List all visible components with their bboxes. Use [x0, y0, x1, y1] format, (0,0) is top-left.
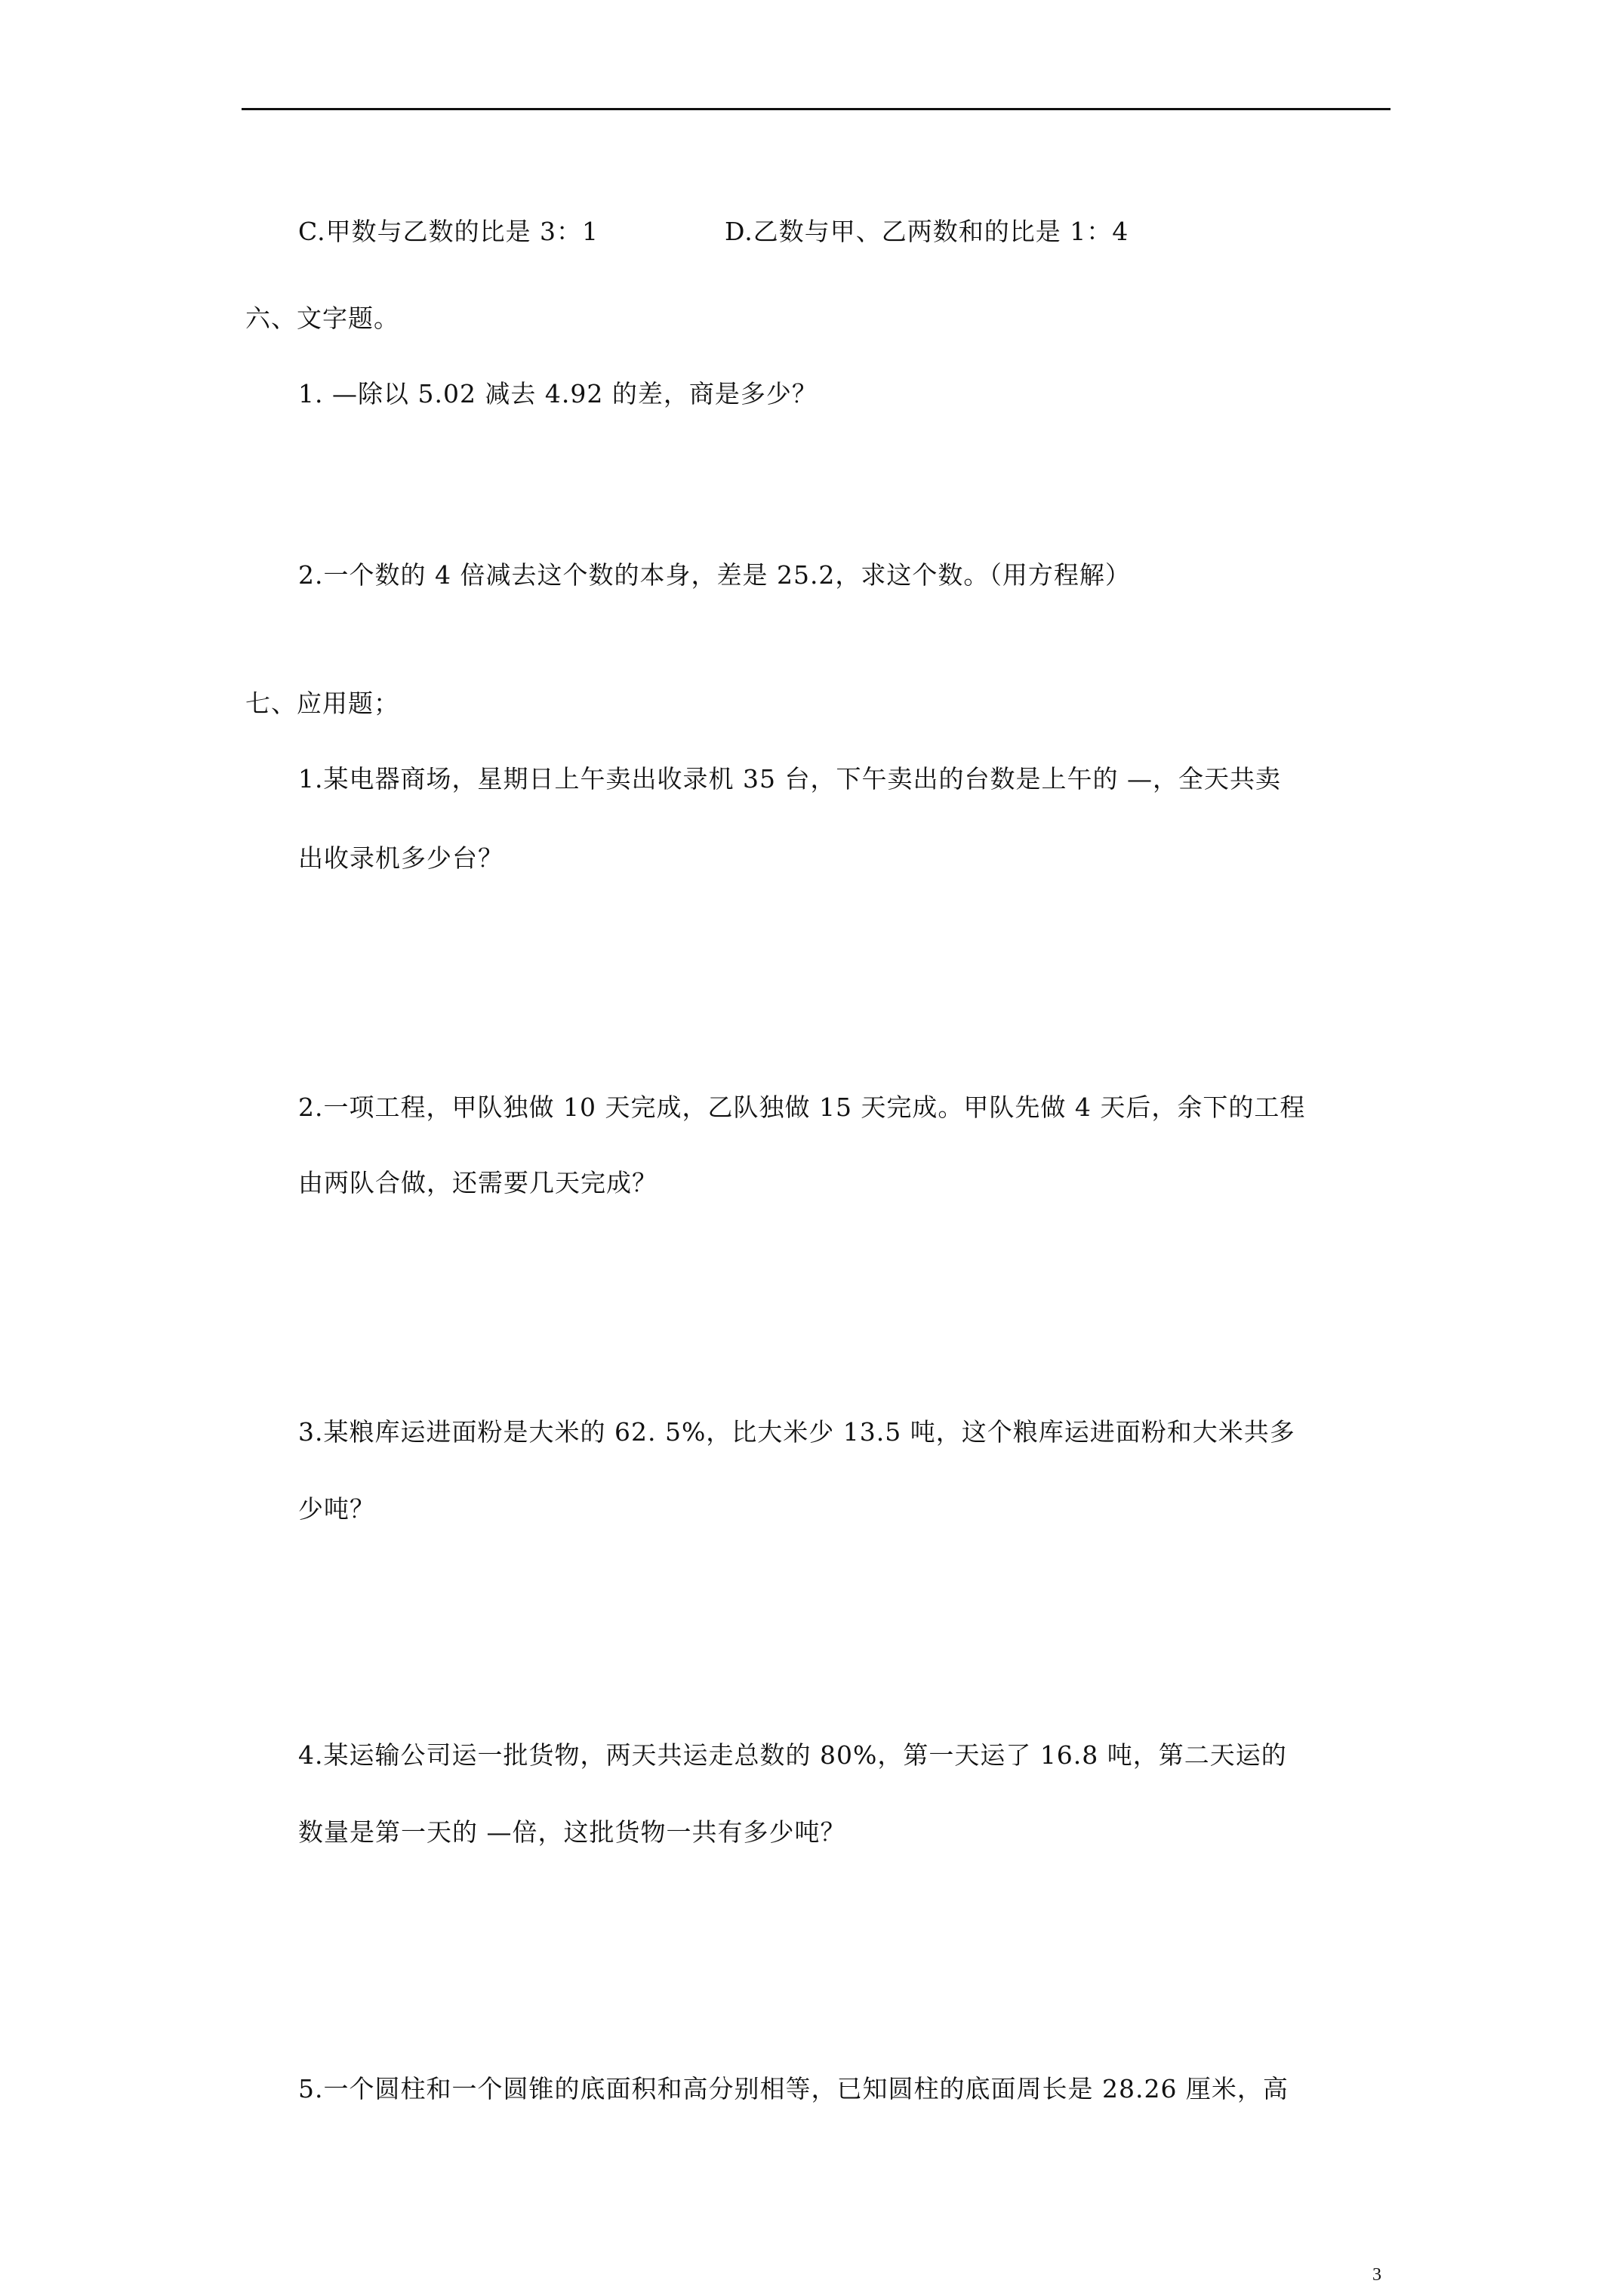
section-seven-question-1-line-2: 出收录机多少台？	[298, 843, 504, 873]
option-c: C.甲数与乙数的比是 3：1	[298, 217, 599, 246]
section-seven-question-3-line-2: 少吨？	[298, 1494, 375, 1524]
header-rule	[242, 108, 1390, 110]
section-seven-question-2-line-1: 2.一项工程，甲队独做 10 天完成，乙队独做 15 天完成。甲队先做 4 天后，余下的工程	[298, 1093, 1306, 1122]
page-number: 3	[1372, 2265, 1381, 2285]
section-seven-question-3-line-1: 3.某粮库运进面粉是大米的 62. 5%，比大米少 13.5 吨，这个粮库运进面粉和大米共多	[298, 1417, 1295, 1447]
section-seven-title: 七、应用题；	[245, 689, 399, 718]
section-six-question-2: 2.一个数的 4 倍减去这个数的本身，差是 25.2，求这个数。（用方程解）	[298, 560, 1131, 590]
option-d: D.乙数与甲、乙两数和的比是 1：4	[725, 217, 1129, 246]
section-seven-question-5-line-1: 5.一个圆柱和一个圆锥的底面积和高分别相等，已知圆柱的底面周长是 28.26 厘米，高	[298, 2074, 1289, 2103]
section-seven-question-1-line-1: 1.某电器商场，星期日上午卖出收录机 35 台，下午卖出的台数是上午的 —，全天共卖	[298, 764, 1281, 794]
section-six-question-1: 1. —除以 5.02 减去 4.92 的差，商是多少？	[298, 379, 818, 408]
section-seven-question-4-line-2: 数量是第一天的 —倍，这批货物一共有多少吨？	[298, 1817, 846, 1847]
section-seven-question-4-line-1: 4.某运输公司运一批货物，两天共运走总数的 80%，第一天运了 16.8 吨，第二天运的	[298, 1740, 1287, 1770]
section-six-title: 六、文字题。	[245, 304, 399, 333]
section-seven-question-2-line-2: 由两队合做，还需要几天完成？	[298, 1168, 658, 1197]
